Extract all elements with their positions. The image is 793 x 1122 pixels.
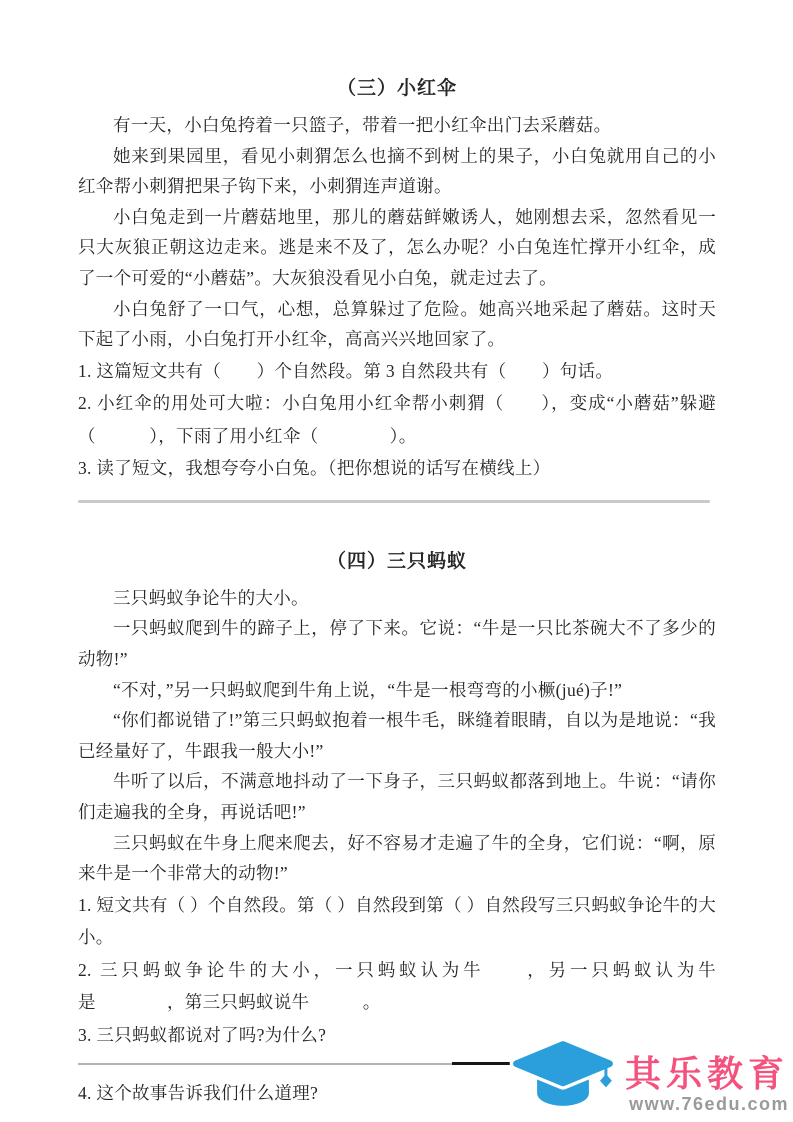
passage-1-paragraph: 她来到果园里，看见小刺猬怎么也摘不到树上的果子，小白兔就用自己的小红伞帮小刺猬把果子钩下来，小刺猬连声道谢。 xyxy=(78,145,716,197)
passage-2-title: （四）三只蚂蚁 xyxy=(326,550,467,572)
passage-1-paragraph: 有一天，小白兔挎着一只篮子，带着一把小红伞出门去采蘑菇。 xyxy=(113,115,612,135)
logo-brand-name: 其乐教育 xyxy=(624,1053,789,1094)
qile-education-logo xyxy=(507,1040,789,1114)
passage-1-title: （三）小红伞 xyxy=(336,78,457,99)
passage-2-paragraph: 三只蚂蚁在牛身上爬来爬去，好不容易才走遍了牛的全身，它们说：“啊，原来牛是一个非常大的动物!” xyxy=(78,832,716,884)
passage-2-question-2: 2. 三只蚂蚁争论牛的大小，一只蚂蚁认为牛 ，另一只蚂蚁认为牛是 ，第三只蚂蚁说牛 。 xyxy=(78,959,716,1013)
passage-three-ants xyxy=(78,549,716,1110)
passage-1-paragraph: 小白兔舒了一口气，心想，总算躲过了危险。她高兴地采起了蘑菇。这时天下起了小雨，小白兔打开小红伞，高高兴兴地回家了。 xyxy=(78,298,716,350)
graduation-cap-icon xyxy=(507,1040,619,1114)
passage-2-paragraph: “不对，”另一只蚂蚁爬到牛角上说，“牛是一根弯弯的小橛(jué)子!” xyxy=(113,679,623,700)
passage-1-question-1: 1. 这篇短文共有（ ）个自然段。第 3 自然段共有（ ）句话。 xyxy=(78,360,614,381)
logo-text xyxy=(625,1054,789,1114)
passage-1-question-2: 2. 小红伞的用处可大啦：小白兔用小红伞帮小刺猬（ ），变成“小蘑菇”躲避（ ），下雨了用小红伞（ ）。 xyxy=(78,393,716,446)
worksheet-content xyxy=(78,76,716,1110)
logo-website-url: www.76edu.com xyxy=(629,1094,789,1114)
passage-2-question-4: 4. 这个故事告诉我们什么道理? xyxy=(78,1083,319,1104)
passage-1-question-3: 3. 读了短文，我想夸夸小白兔。（把你想说的话写在横线上） xyxy=(78,458,551,479)
passage-2-question-3: 3. 三只蚂蚁都说对了吗?为什么? xyxy=(78,1024,327,1045)
passage-little-red-umbrella xyxy=(78,76,716,485)
passage-2-paragraph: 三只蚂蚁争论牛的大小。 xyxy=(113,587,309,608)
passage-2-paragraph: “你们都说错了!”第三只蚂蚁抱着一根牛毛，眯缝着眼睛，自以为是地说：“我已经量好了，牛跟我一般大小!” xyxy=(78,710,716,761)
passage-2-paragraph: 一只蚂蚁爬到牛的蹄子上，停了下来。它说：“牛是一只比茶碗大不了多少的动物!” xyxy=(78,618,716,669)
passage-2-paragraph: 牛听了以后，不满意地抖动了一下身子，三只蚂蚁都落到地上。牛说：“请你们走遍我的全身，再说话吧!” xyxy=(78,771,716,822)
section-divider xyxy=(78,500,710,503)
passage-1-paragraph: 小白兔走到一片蘑菇地里，那儿的蘑菇鲜嫩诱人，她刚想去采，忽然看见一只大灰狼正朝这边走来。逃是来不及了，怎么办呢？小白兔连忙撑开小红伞，成了一个可爱的“小蘑菇”。大灰狼没看见小白兔，就走过去了。 xyxy=(78,206,716,288)
passage-2-question-1: 1. 短文共有（ ）个自然段。第（ ）自然段到第（ ）自然段写三只蚂蚁争论牛的大小。 xyxy=(78,894,716,948)
